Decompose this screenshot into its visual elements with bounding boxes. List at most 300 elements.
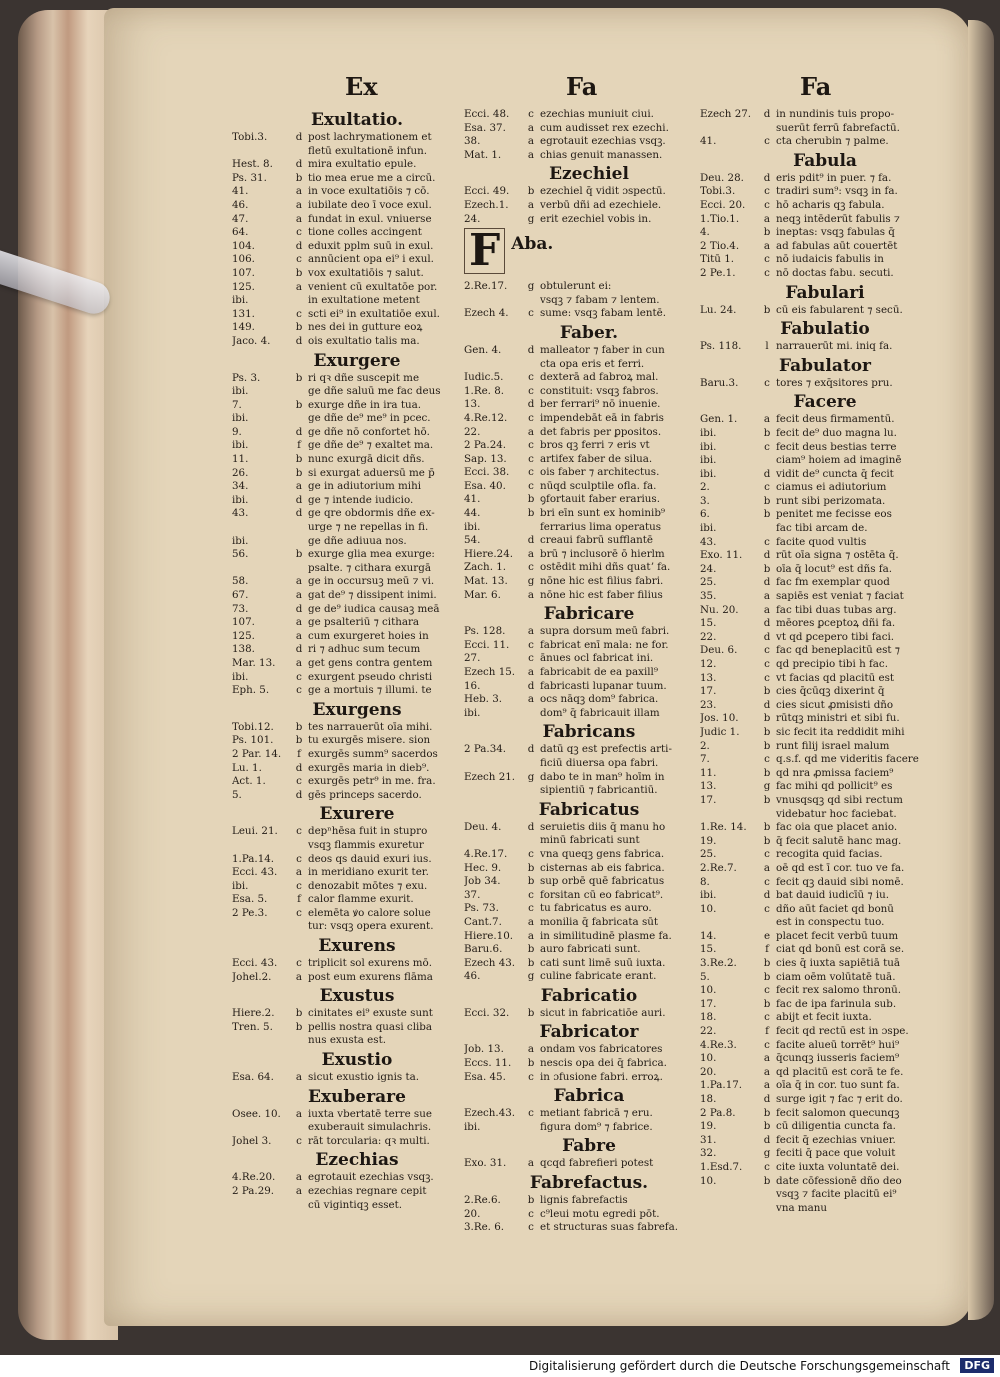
entry-line bbox=[700, 590, 950, 604]
entry-line bbox=[700, 631, 950, 645]
section-letter: d bbox=[295, 425, 303, 438]
headword: Fabulari bbox=[785, 282, 865, 303]
entry-line bbox=[464, 639, 714, 653]
entry-text: runt filij israel malum bbox=[776, 739, 890, 752]
entry-text: exurgēs summ⁹ sacerdos bbox=[308, 747, 438, 760]
entry-line bbox=[700, 1079, 950, 1093]
section-letter: b bbox=[763, 970, 771, 983]
entry-text: auro fabricati sunt. bbox=[540, 943, 641, 956]
reference: 1.Pa.17. bbox=[700, 1079, 743, 1092]
entry-line bbox=[232, 294, 482, 308]
reference: 14. bbox=[700, 929, 717, 942]
section-letter: c bbox=[528, 1107, 534, 1120]
section-letter: a bbox=[295, 1107, 303, 1120]
section-letter: b bbox=[763, 834, 771, 847]
reference: Exo. 11. bbox=[700, 549, 743, 562]
reference: 46. bbox=[464, 970, 481, 983]
section-letter: a bbox=[295, 212, 303, 225]
entry-text: tes narrauerūt oīa mihi. bbox=[308, 720, 433, 733]
section-letter: b bbox=[527, 1006, 535, 1019]
section-letter: d bbox=[527, 743, 535, 756]
section-letter: f bbox=[297, 747, 301, 760]
section-letter: d bbox=[295, 643, 303, 656]
entry-text: facite quod vultis bbox=[776, 535, 867, 548]
entry-line bbox=[700, 984, 950, 998]
reference: 5. bbox=[700, 970, 710, 983]
entry-line bbox=[700, 930, 950, 944]
entry-text: qcqd fabrefieri potest bbox=[540, 1157, 654, 1170]
headword: Fabulatio bbox=[780, 319, 870, 340]
entry-line bbox=[700, 172, 950, 186]
headword: Exultatio. bbox=[310, 110, 404, 130]
entry-line bbox=[464, 135, 714, 149]
section-letter: c bbox=[528, 638, 534, 651]
section-letter: a bbox=[527, 425, 535, 438]
entry-text: sipientiū ⁊ fabricantiū. bbox=[540, 784, 658, 797]
entry-text: eduxit pplm suū in exul. bbox=[308, 239, 434, 252]
entry-line bbox=[700, 740, 950, 754]
entry-line bbox=[700, 1175, 950, 1189]
section-letter: a bbox=[295, 1185, 303, 1197]
section-letter: b bbox=[527, 875, 535, 888]
headword: Exurens bbox=[318, 936, 396, 957]
entry-line bbox=[700, 135, 950, 149]
reference: ibi. bbox=[232, 294, 249, 307]
entry-text: sup orbē quē fabricatus bbox=[540, 875, 665, 888]
entry-text: deos qs dauid exuri ius. bbox=[308, 852, 432, 865]
reference: Cant.7. bbox=[464, 915, 502, 928]
entry-line bbox=[700, 658, 950, 672]
reference: 2.Re.7. bbox=[700, 861, 737, 874]
entry-line bbox=[232, 1185, 482, 1199]
entry-line bbox=[700, 848, 950, 862]
section-letter: c bbox=[296, 825, 302, 838]
entry-text: iuxta vbertatē terre sue bbox=[308, 1107, 432, 1120]
reference: 1.Esd.7. bbox=[700, 1160, 743, 1173]
reference: Job 34. bbox=[464, 875, 501, 888]
section-letter: a bbox=[527, 121, 535, 134]
section-letter: b bbox=[527, 507, 535, 520]
entry-line bbox=[232, 866, 482, 880]
reference: ibi. bbox=[700, 440, 717, 453]
section-letter: d bbox=[763, 576, 771, 589]
section-letter: a bbox=[295, 185, 303, 198]
entry-text: cies q̄cūqꝫ dixerint q̄ bbox=[776, 685, 885, 698]
column-3 bbox=[700, 108, 950, 1215]
entry-text: fac tibi arcam de. bbox=[776, 522, 868, 535]
entry-text: qd precipio tibi h fac. bbox=[776, 658, 888, 670]
entry-line bbox=[232, 1135, 482, 1149]
entry-text: fletū exultationē infun. bbox=[308, 144, 428, 157]
entry-text: iubilate deo ī voce exul. bbox=[308, 198, 432, 211]
entry-text: vna manu bbox=[776, 1201, 828, 1214]
running-head-center: Fa bbox=[566, 72, 598, 101]
entry-text: impendebāt eā in fabris bbox=[540, 411, 664, 424]
entry-line bbox=[700, 267, 950, 281]
section-letter: d bbox=[295, 158, 303, 171]
entry-line bbox=[232, 734, 482, 748]
entry-text: fecit deus firmamentū. bbox=[776, 413, 895, 426]
section-letter: g bbox=[527, 212, 535, 225]
entry-text: ad fabulas aūt couertēt bbox=[776, 239, 898, 252]
section-letter: c bbox=[528, 384, 534, 397]
entry-line bbox=[700, 377, 950, 391]
reference: 32. bbox=[700, 1147, 717, 1160]
section-letter: c bbox=[764, 1011, 770, 1024]
entry-text: annūcient opa ei⁹ i exul. bbox=[308, 253, 434, 266]
running-head-left: Ex bbox=[345, 72, 378, 101]
entry-line bbox=[232, 467, 482, 481]
entry-line bbox=[464, 889, 714, 903]
entry-line bbox=[232, 721, 482, 735]
section-letter: f bbox=[297, 893, 301, 906]
reference: 11. bbox=[232, 453, 249, 466]
section-letter: b bbox=[295, 171, 303, 184]
section-letter: d bbox=[527, 398, 535, 411]
entry-text: ferrarius lima operatus bbox=[540, 520, 662, 533]
entry-line bbox=[232, 372, 482, 386]
entry-line bbox=[464, 507, 714, 521]
reference: Johel.2. bbox=[232, 970, 272, 983]
reference: 2 Pa.8. bbox=[700, 1106, 736, 1119]
section-letter: c bbox=[764, 440, 770, 453]
entry-line bbox=[700, 413, 950, 427]
reference: 3. bbox=[700, 494, 710, 507]
headword: Exustio bbox=[321, 1050, 393, 1071]
reference: 18. bbox=[700, 1093, 717, 1105]
headword: Exuberare bbox=[308, 1086, 406, 1107]
entry-text: fabricasti lupanar tuum. bbox=[540, 679, 667, 692]
entry-line bbox=[464, 412, 714, 426]
entry-text: fecit rex salomo thronū. bbox=[776, 984, 902, 997]
entry-line bbox=[464, 589, 714, 603]
entry-line bbox=[232, 385, 482, 399]
headword: Facere bbox=[793, 392, 857, 413]
entry-line bbox=[464, 693, 714, 707]
section-letter: c bbox=[764, 266, 770, 279]
section-letter: a bbox=[295, 1171, 303, 1184]
reference: 46. bbox=[232, 198, 249, 211]
entry-line bbox=[232, 971, 482, 985]
entry-text: urge ⁊ ne repellas in fi. bbox=[308, 521, 429, 534]
entry-text: bros qꝫ ferri ⁊ eris vt bbox=[540, 439, 650, 452]
section-letter: b bbox=[527, 1194, 535, 1207]
section-letter: c bbox=[764, 376, 770, 389]
section-letter: g bbox=[527, 280, 535, 293]
entry-line bbox=[700, 699, 950, 713]
entry-text: date cōfessionē dño deo bbox=[776, 1174, 902, 1187]
section-letter: b bbox=[763, 1174, 771, 1187]
reference: Titū 1. bbox=[700, 253, 735, 266]
entry-text: egrotauit ezechias vsqꝫ. bbox=[540, 135, 666, 148]
reference: 9. bbox=[232, 425, 242, 438]
reference: 41. bbox=[232, 185, 249, 198]
initial-block bbox=[464, 225, 714, 278]
reference: 4.Re.17. bbox=[464, 847, 508, 860]
entry-line bbox=[700, 835, 950, 849]
section-letter: c bbox=[764, 135, 770, 148]
section-letter: c bbox=[528, 1207, 534, 1220]
entry-line bbox=[464, 358, 714, 372]
entry-text: qd nra ꝓmissa faciem⁹ bbox=[776, 766, 894, 779]
entry-line bbox=[464, 862, 714, 876]
reference: Gen. 1. bbox=[700, 413, 738, 426]
entry-line bbox=[700, 563, 950, 577]
reference: Act. 1. bbox=[232, 775, 266, 788]
section-letter: b bbox=[763, 712, 771, 725]
entry-text: tu fabricatus es auro. bbox=[540, 902, 652, 915]
entry-line bbox=[232, 575, 482, 589]
reference: 3.Re.2. bbox=[700, 957, 737, 970]
entry-text: exurge glia mea exurge: bbox=[308, 548, 435, 561]
entry-line bbox=[464, 521, 714, 535]
entry-text: nōne hic est filius fabri. bbox=[540, 575, 664, 588]
reference: 13. bbox=[700, 780, 717, 793]
entry-line bbox=[232, 1071, 482, 1085]
entry-text: fecit salomon quecunqꝫ bbox=[776, 1106, 900, 1119]
entry-text: fecit q̄ ezechias vniuer. bbox=[776, 1133, 896, 1146]
section-letter: d bbox=[295, 131, 303, 143]
book-page-edges bbox=[18, 10, 118, 1340]
section-letter: d bbox=[527, 343, 535, 356]
entry-line bbox=[464, 834, 714, 848]
entry-text: cū diligentia cuncta fa. bbox=[776, 1120, 896, 1133]
headword: Fabricare bbox=[543, 604, 635, 625]
section-letter: b bbox=[295, 466, 303, 479]
reference: 15. bbox=[700, 617, 717, 630]
headword: Ezechiel bbox=[549, 164, 629, 185]
section-letter: c bbox=[296, 226, 302, 239]
headword: Fabre bbox=[562, 1136, 616, 1157]
reference: Hest. 8. bbox=[232, 158, 273, 171]
entry-line bbox=[232, 131, 482, 145]
reference: Esa. 64. bbox=[232, 1071, 274, 1084]
entry-text: fecit qd rectū est in ɔspe. bbox=[776, 1025, 909, 1038]
entry-line bbox=[700, 454, 950, 468]
entry-text: ge dñe de⁹ me⁹ in pcec. bbox=[308, 412, 431, 425]
entry-text: exuberauit simulachris. bbox=[308, 1121, 432, 1134]
reference: 2. bbox=[700, 481, 710, 494]
entry-text: culine fabricate erant. bbox=[540, 970, 657, 983]
entry-line bbox=[700, 441, 950, 455]
section-letter: b bbox=[763, 1120, 771, 1133]
entry-text: fundat in exul. vniuerse bbox=[308, 212, 432, 225]
entry-text: cies q̄ iuxta sapiētiā tuā bbox=[776, 957, 901, 970]
entry-text: scti ei⁹ in exultatiōe exul. bbox=[308, 307, 440, 320]
reference: 19. bbox=[700, 1120, 717, 1133]
entry-line bbox=[232, 893, 482, 907]
section-letter: c bbox=[528, 902, 534, 915]
entry-line bbox=[700, 1147, 950, 1161]
section-letter: b bbox=[295, 1020, 303, 1033]
entry-text: cisternas ab eis fabrica. bbox=[540, 861, 665, 874]
entry-line bbox=[700, 226, 950, 240]
entry-text: dabo te in man⁹ hoīm in bbox=[540, 770, 665, 783]
entry-line bbox=[700, 862, 950, 876]
section-letter: c bbox=[764, 671, 770, 684]
section-letter: c bbox=[764, 1160, 770, 1173]
entry-line bbox=[700, 767, 950, 781]
entry-line bbox=[700, 240, 950, 254]
section-letter: c bbox=[528, 411, 534, 424]
column-1 bbox=[232, 108, 482, 1212]
section-letter: b bbox=[295, 453, 303, 466]
entry-line bbox=[232, 562, 482, 576]
entry-text: videbatur hoc faciebat. bbox=[776, 807, 897, 820]
section-letter: d bbox=[763, 698, 771, 711]
section-letter: b bbox=[527, 493, 535, 506]
reference: 15. bbox=[700, 943, 717, 956]
entry-text: vsqꝫ flammis exuretur bbox=[308, 838, 424, 851]
entry-line bbox=[700, 1025, 950, 1039]
reference: Job. 13. bbox=[464, 1043, 504, 1056]
section-letter: b bbox=[527, 1057, 535, 1070]
entry-text: recogita quid facias. bbox=[776, 848, 883, 861]
entry-line bbox=[232, 494, 482, 508]
section-letter: d bbox=[763, 549, 771, 562]
entry-line bbox=[232, 643, 482, 657]
entry-line bbox=[232, 1034, 482, 1048]
section-letter: b bbox=[527, 861, 535, 874]
entry-text: fabricat enī mala: ne for. bbox=[540, 638, 669, 651]
reference: 31. bbox=[700, 1133, 717, 1146]
reference: Leui. 21. bbox=[232, 825, 278, 838]
reference: Ecci. 49. bbox=[464, 185, 510, 198]
section-letter: a bbox=[527, 625, 535, 638]
headword: Aba. bbox=[511, 234, 554, 255]
reference: 1.Tio.1. bbox=[700, 212, 740, 225]
entry-line bbox=[232, 253, 482, 267]
reference: 56. bbox=[232, 548, 249, 561]
headword: Fabula bbox=[793, 150, 857, 171]
entry-text: metiant fabricā ⁊ eru. bbox=[540, 1107, 653, 1120]
reference: 7. bbox=[232, 398, 242, 411]
section-letter: c bbox=[764, 481, 770, 494]
entry-line bbox=[700, 644, 950, 658]
entry-text: artifex faber de silua. bbox=[540, 452, 653, 465]
reference: 22. bbox=[700, 630, 717, 643]
entry-text: ge in adiutorium mihi bbox=[308, 480, 422, 493]
section-letter: a bbox=[527, 915, 535, 928]
entry-text: denozabit mōtes ⁊ exu. bbox=[308, 879, 428, 892]
entry-line bbox=[700, 340, 950, 354]
reference: 2. bbox=[700, 739, 710, 752]
reference: 4.Re.12. bbox=[464, 411, 508, 424]
section-letter: c bbox=[296, 307, 302, 320]
reference: Esa. 37. bbox=[464, 121, 506, 134]
entry-text: cū eis fabularent ⁊ secū. bbox=[776, 303, 903, 316]
entry-line bbox=[700, 876, 950, 890]
reference: 16. bbox=[464, 679, 481, 692]
reference: Zach. 1. bbox=[464, 561, 507, 574]
entry-line bbox=[700, 753, 950, 767]
entry-line bbox=[700, 108, 950, 122]
entry-text: ge psalteriū ⁊ cithara bbox=[308, 616, 420, 629]
entry-line bbox=[232, 1007, 482, 1021]
reference: Ps. 31. bbox=[232, 171, 267, 184]
entry-text: ber ferrari⁹ nō inuenie. bbox=[540, 398, 661, 411]
entry-line bbox=[232, 439, 482, 453]
reference: 8. bbox=[700, 875, 710, 888]
entry-line bbox=[464, 943, 714, 957]
section-letter: a bbox=[295, 589, 303, 601]
reference: Ecci. 43. bbox=[232, 957, 278, 970]
section-letter: d bbox=[527, 679, 535, 692]
entry-text: vidit de⁹ cuncta q̄ fecit bbox=[776, 467, 894, 480]
entry-line bbox=[700, 971, 950, 985]
entry-line bbox=[700, 199, 950, 213]
reference: 107. bbox=[232, 266, 255, 279]
section-letter: c bbox=[528, 479, 534, 492]
entry-text: facite alueū torrēt⁹ hui⁹ bbox=[776, 1038, 900, 1051]
section-letter: c bbox=[296, 879, 302, 892]
reference: Ezech.43. bbox=[464, 1107, 516, 1120]
entry-text: ri qꝛ dñe suscepit me bbox=[308, 371, 420, 384]
entry-text: nus exusta est. bbox=[308, 1034, 386, 1047]
reference: 12. bbox=[700, 658, 717, 670]
entry-line bbox=[700, 957, 950, 971]
reference: 10. bbox=[700, 1174, 717, 1187]
entry-text: penitet me fecisse eos bbox=[776, 508, 892, 521]
reference: ibi. bbox=[232, 493, 249, 506]
section-letter: b bbox=[527, 956, 535, 969]
entry-text: nes dei in gutture eoꝝ bbox=[308, 321, 423, 334]
section-letter: c bbox=[764, 535, 770, 548]
entry-line bbox=[464, 902, 714, 916]
section-letter: a bbox=[527, 693, 535, 706]
reference: 23. bbox=[700, 698, 717, 711]
entry-text: exurge dñe in ira tua. bbox=[308, 398, 422, 411]
entry-text: post lachrymationem et bbox=[308, 131, 432, 143]
entry-line bbox=[232, 321, 482, 335]
section-letter: b bbox=[763, 685, 771, 698]
reference: Ezech 21. bbox=[464, 770, 516, 783]
entry-text: ezechias muniuit ciui. bbox=[540, 108, 654, 120]
entry-text: psalte. ⁊ cithara exurgā bbox=[308, 561, 431, 574]
entry-line bbox=[232, 145, 482, 159]
entry-line bbox=[700, 1161, 950, 1175]
section-letter: a bbox=[527, 135, 535, 148]
section-letter: a bbox=[295, 198, 303, 211]
entry-line bbox=[464, 784, 714, 798]
entry-line bbox=[232, 657, 482, 671]
reference: 20. bbox=[464, 1207, 481, 1220]
section-letter: d bbox=[763, 889, 771, 902]
entry-line bbox=[700, 427, 950, 441]
section-letter: g bbox=[527, 770, 535, 783]
entry-text: fac qd beneplacitū est ⁊ bbox=[776, 644, 900, 657]
entry-line bbox=[232, 1021, 482, 1035]
reference: 2 Pe.1. bbox=[700, 266, 736, 279]
entry-text: mēores ꝑceptoꝝ dñi fa. bbox=[776, 617, 896, 630]
entry-text: rūtqꝫ ministri et sibi fu. bbox=[776, 712, 900, 725]
entry-line bbox=[464, 426, 714, 440]
entry-line bbox=[232, 839, 482, 853]
entry-line bbox=[232, 853, 482, 867]
entry-line bbox=[232, 775, 482, 789]
entry-line bbox=[464, 848, 714, 862]
entry-text: creaui fabrū sufflantē bbox=[540, 534, 654, 547]
entry-text: nescis opa dei q̄ fabrica. bbox=[540, 1057, 667, 1070]
entry-line bbox=[700, 1134, 950, 1148]
entry-text: obtulerunt ei: bbox=[540, 280, 612, 293]
entry-text: ostēdit mihi dñs quatʼ fa. bbox=[540, 561, 671, 574]
reference: Esa. 40. bbox=[464, 479, 506, 492]
reference: 138. bbox=[232, 643, 255, 656]
section-letter: c bbox=[528, 307, 534, 320]
reference: 22. bbox=[700, 1025, 717, 1038]
entry-text: eris pdit⁹ in puer. ⁊ fa. bbox=[776, 171, 892, 184]
